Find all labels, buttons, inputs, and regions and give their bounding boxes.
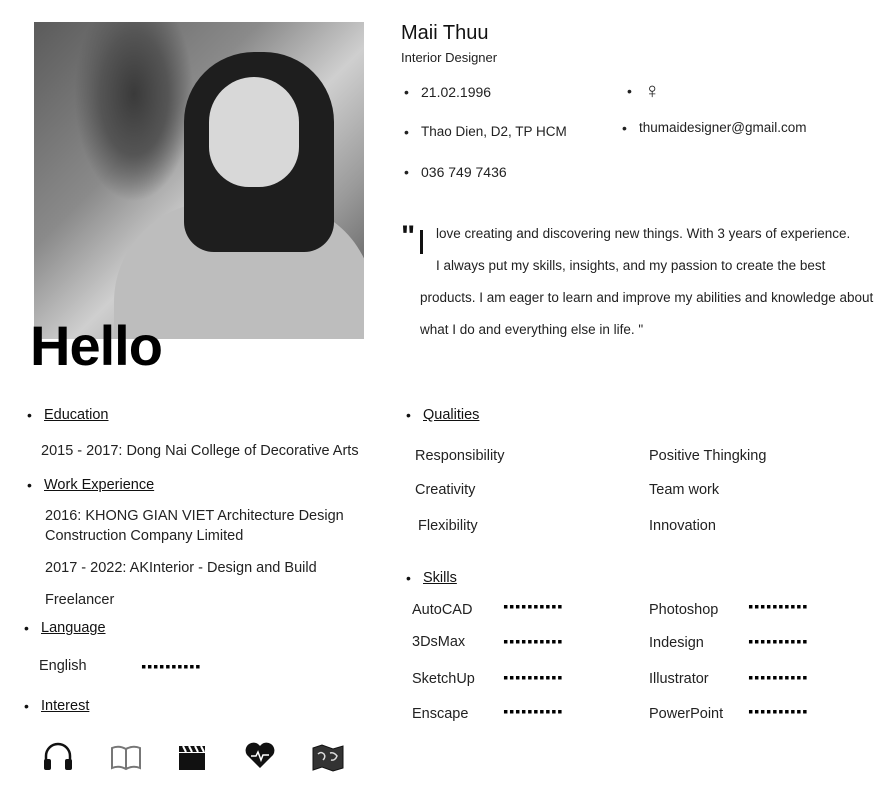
qualities-heading: • Qualities xyxy=(423,407,479,423)
skill-name: Indesign xyxy=(649,635,704,651)
language-level-bar: ▪▪▪▪▪▪▪▪▪▪ xyxy=(141,662,202,672)
skill-name: Enscape xyxy=(412,706,469,722)
skill-name: 3DsMax xyxy=(412,634,466,650)
quote-bar xyxy=(420,230,423,254)
skill-level-bar: ▪▪▪▪▪▪▪▪▪▪ xyxy=(748,673,809,683)
work-item: Construction Company Limited xyxy=(45,528,244,544)
education-heading: • Education xyxy=(44,407,109,423)
skill-level-bar: ▪▪▪▪▪▪▪▪▪▪ xyxy=(503,637,564,647)
world-map-icon xyxy=(311,742,345,772)
skill-level-bar: ▪▪▪▪▪▪▪▪▪▪ xyxy=(748,707,809,717)
heart-icon xyxy=(243,740,277,770)
skill-name: AutoCAD xyxy=(412,602,473,618)
quote-open-mark: " xyxy=(401,220,416,253)
skill-name: Photoshop xyxy=(649,602,719,618)
quality-item: Flexibility xyxy=(418,518,478,534)
skill-name: PowerPoint xyxy=(649,706,724,722)
profile-name: Maii Thuu xyxy=(401,22,489,44)
birthdate: • 21.02.1996 xyxy=(421,84,491,100)
work-item: Freelancer xyxy=(45,592,115,608)
address: • Thao Dien, D2, TP HCM xyxy=(421,124,567,139)
photo-face xyxy=(209,77,299,187)
quote-line: I always put my skills, insights, and my passion to create the best xyxy=(436,258,826,273)
quote-line: what I do and everything else in life. " xyxy=(420,322,644,337)
quality-item: Creativity xyxy=(415,482,476,498)
clapperboard-icon xyxy=(176,742,210,772)
work-item: 2016: KHONG GIAN VIET Architecture Design xyxy=(45,508,344,524)
phone: • 036 749 7436 xyxy=(421,164,507,180)
email[interactable]: • thumaidesigner@gmail.com xyxy=(639,120,807,135)
profile-title: Interior Designer xyxy=(401,50,498,65)
work-experience-heading: • Work Experience xyxy=(44,477,154,493)
hello-heading: Hello xyxy=(30,314,162,377)
skill-level-bar: ▪▪▪▪▪▪▪▪▪▪ xyxy=(748,637,809,647)
skill-level-bar: ▪▪▪▪▪▪▪▪▪▪ xyxy=(503,707,564,717)
quality-item: Responsibility xyxy=(415,448,505,464)
interest-heading: • Interest xyxy=(41,698,89,714)
quality-item: Positive Thingking xyxy=(649,448,767,464)
quote-line: products. I am eager to learn and improve my abilities and knowledge about xyxy=(420,290,874,305)
gender-icon: • ♀ xyxy=(644,78,661,104)
skills-heading: • Skills xyxy=(423,570,457,586)
book-icon xyxy=(109,742,143,772)
headphones-icon xyxy=(41,742,75,772)
quote-line: love creating and discovering new things. With 3 years of experience. xyxy=(436,226,851,241)
language-heading: • Language xyxy=(41,620,106,636)
work-item: 2017 - 2022: AKInterior - Design and Build xyxy=(45,560,317,576)
quality-item: Team work xyxy=(649,482,720,498)
skill-name: Illustrator xyxy=(649,671,709,687)
profile-photo xyxy=(34,22,364,339)
skill-level-bar: ▪▪▪▪▪▪▪▪▪▪ xyxy=(503,673,564,683)
skill-level-bar: ▪▪▪▪▪▪▪▪▪▪ xyxy=(748,602,809,612)
education-item: 2015 - 2017: Dong Nai College of Decorative Arts xyxy=(41,443,359,459)
quality-item: Innovation xyxy=(649,518,716,534)
language-name: English xyxy=(39,658,87,674)
photo-plant xyxy=(74,22,194,202)
skill-name: SketchUp xyxy=(412,671,475,687)
skill-level-bar: ▪▪▪▪▪▪▪▪▪▪ xyxy=(503,602,564,612)
